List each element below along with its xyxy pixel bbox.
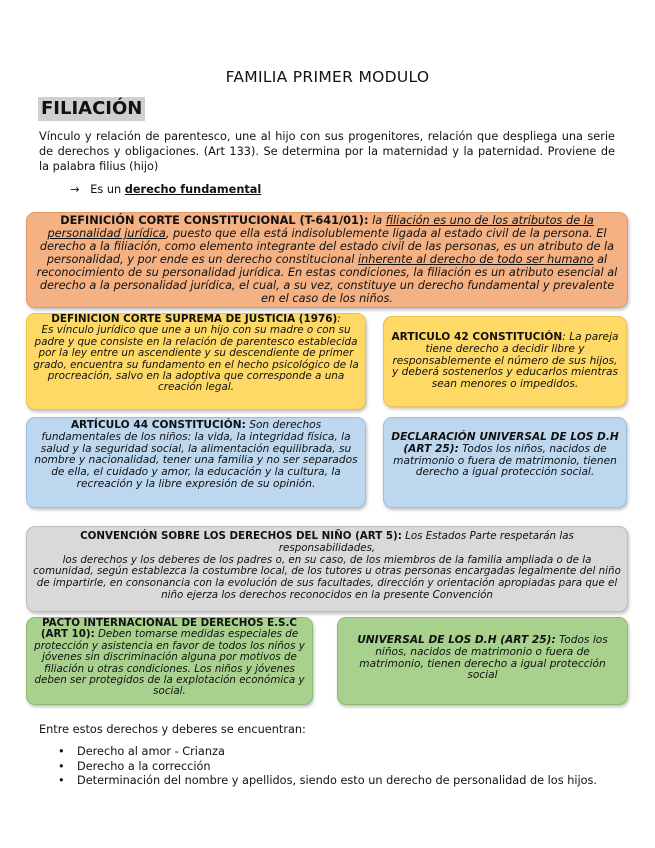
text-span: la <box>368 214 386 227</box>
box-pacto-internacional <box>26 617 313 705</box>
box-convencion-text <box>27 527 627 602</box>
arrow-icon: → <box>70 183 80 196</box>
box-corte-constitucional-title: DEFINICIÓN CORTE CONSTITUCIONAL (T-641/01): <box>60 214 369 227</box>
box-corte-suprema-title: DEFINICIÓN CORTE SUPREMA DE JUSTICIA (1976) <box>51 313 338 325</box>
text-span: al reconocimiento de su personalidad jurídica. En estas condiciones, la filiación es un atributo esencial al derecho a la personalidad jurídica, el cual, a su vez, constituye un derecho fundamental y prevalente en el caso de los niños. <box>36 253 618 305</box>
text-span: : La pareja tiene derecho a decidir libre y responsablemente el número de sus hijos, y deberá sostenerlos y educarlos mientras sean menores o impedidos. <box>391 331 619 391</box>
rights-list <box>58 745 616 789</box>
list-item: • Derecho al amor - Crianza <box>58 745 616 760</box>
arrow-item-strong: derecho fundamental <box>124 183 262 196</box>
box-articulo-44-title: ARTÍCULO 44 CONSTITUCIÓN: <box>70 419 246 431</box>
box-universal-dh-title: UNIVERSAL DE LOS D.H (ART 25): <box>357 634 556 646</box>
box-pacto-internacional-text <box>27 618 312 698</box>
text-span: Los Estados Parte respetarán las responsabilidades, <box>278 530 574 554</box>
intro-paragraph: Vínculo y relación de parentesco, une al hijo con sus progenitores, relación que despliega una serie de derechos y obligaciones. (Art 133). Se determina por la maternidad y la paternidad. Proviene de la palabra filius (hijo) <box>39 130 615 173</box>
box-convencion-title: CONVENCIÓN SOBRE LOS DERECHOS DEL NIÑO (ART 5): <box>80 530 402 542</box>
text-span: , puesto que ella está indisolublemente ligada al estado civil de la persona. El derecho a la filiación, como elemento integrante del estado civil de las personas, es un atributo de la personalidad, y por ende es un derecho constitucional <box>39 227 615 266</box>
text-span: Todos los niños, nacidos de matrimonio o fuera de matrimonio, tienen derecho a igual protección social <box>359 634 608 682</box>
rights-intro: Entre estos derechos y deberes se encuentran: <box>39 723 306 736</box>
list-item: • Derecho a la corrección <box>58 760 616 775</box>
underlined-span: inherente al derecho de todo ser humano <box>357 253 594 266</box>
text-span: : <box>337 313 341 325</box>
box-articulo-42 <box>383 316 627 407</box>
box-corte-constitucional-text <box>27 213 627 305</box>
box-articulo-44-text <box>27 418 365 491</box>
arrow-list-item <box>70 183 261 196</box>
box-articulo-42-title: ARTICULO 42 CONSTITUCIÓN <box>391 331 563 343</box>
text-span: Son derechos fundamentales de los niños: la vida, la integridad física, la salud y la seguridad social, la alimentación equilibrada, su nombre y nacionalidad, tener una familia y no ser separados de ella, el cuidado y amor, la educación y la cultura, la recreación y la libre expresión de su opinión. <box>34 419 358 490</box>
text-span: Es vínculo jurídico que une a un hijo con su madre o con su padre y que consiste en la relación de parentesco establecida por la ley entre un ascendiente y su descendiente de primer grado, encuentra su fundamento en el hecho psicológico de la procreación, salvo en la adoptiva que corresponde a una creación legal. <box>33 324 359 394</box>
text-span: los derechos y los deberes de los padres o, en su caso, de los miembros de la familia ampliada o de la comunidad, según establezca la costumbre local, de los tutores u otras personas encargadas legalmente del niño de impartirle, en consonancia con la evolución de sus facultades, dirección y orientación apropiadas para que el niño ejerza los derechos reconocidos en la presente Convención <box>33 553 621 601</box>
text-span: Deben tomarse medidas especiales de protección y asistencia en favor de todos los niños y jóvenes sin discriminación alguna por motivos de filiación u otras condiciones. Los niños y jóvenes deben ser protegidos de la explotación económica y social. <box>34 628 305 698</box>
box-corte-constitucional <box>26 212 628 308</box>
underlined-span: filiación es uno de los atributos de la personalidad jurídica <box>47 214 594 240</box>
box-corte-suprema-text <box>27 314 365 394</box>
box-pacto-internacional-title: PACTO INTERNACIONAL DE DERECHOS E.S.C (ART 10): <box>40 617 297 641</box>
section-heading: FILIACIÓN <box>38 97 145 121</box>
box-declaracion-universal-text <box>384 418 626 479</box>
box-universal-dh-text <box>338 618 627 682</box>
box-articulo-44 <box>26 417 366 508</box>
text-span: Todos los niños, nacidos de matrimonio o fuera de matrimonio, tienen derecho a igual protección social. <box>393 442 617 479</box>
box-universal-dh <box>337 617 628 705</box>
box-convencion <box>26 526 628 612</box>
document-title: FAMILIA PRIMER MODULO <box>225 68 430 86</box>
box-corte-suprema <box>26 313 366 410</box>
list-item: • Determinación del nombre y apellidos, siendo esto un derecho de personalidad de los hijos. <box>58 774 616 789</box>
arrow-item-prefix: Es un <box>90 183 125 196</box>
box-declaracion-universal <box>383 417 627 508</box>
box-articulo-42-text <box>384 317 626 391</box>
box-declaracion-universal-title: DECLARACIÓN UNIVERSAL DE LOS D.H (ART 25): <box>391 431 619 455</box>
